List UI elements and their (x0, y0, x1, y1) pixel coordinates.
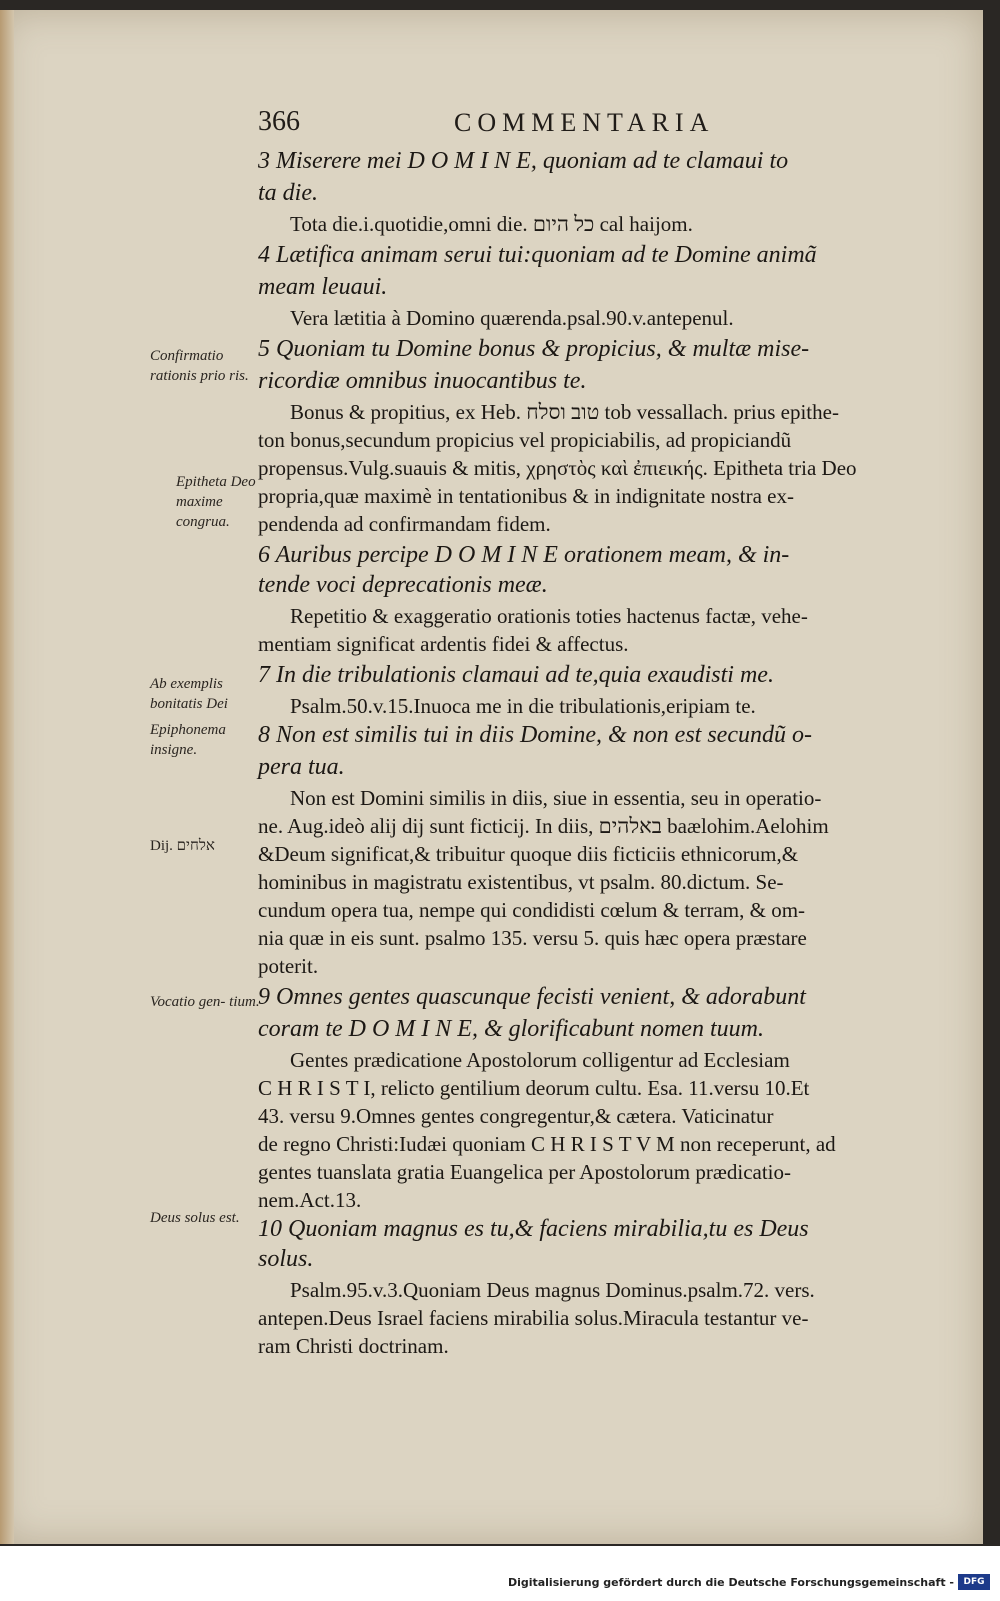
commentary-line: ram Christi doctrinam. (258, 1334, 449, 1358)
commentary-line: de regno Christi:Iudæi quoniam C H R I S T V M non receperunt, ad (258, 1132, 836, 1156)
page-edge (0, 10, 14, 1544)
footer-bar (0, 1546, 1000, 1601)
verse-line: tende voci deprecationis meæ. (258, 572, 548, 598)
commentary-line: Psalm.50.v.15.Inuoca me in die tribulationis,eripiam te. (290, 694, 756, 718)
verse-line: ta die. (258, 180, 318, 206)
commentary-line: Non est Domini similis in diis, siue in essentia, seu in operatio- (290, 786, 822, 810)
verse-line: 5 Quoniam tu Domine bonus & propicius, & multæ mise- (258, 336, 810, 362)
margin-note: Dij. אלחים (150, 838, 215, 854)
commentary-line: Bonus & propitius, ex Heb. טוב וסלח tob vessallach. prius epithe- (290, 400, 839, 424)
commentary-line: cundum opera tua, nempe qui condidisti cœlum & terram, & om- (258, 898, 806, 922)
commentary-line: hominibus in magistratu existentibus, vt psalm. 80.dictum. Se- (258, 870, 784, 894)
commentary-line: Tota die.i.quotidie,omni die. כל היום cal haijom. (290, 212, 693, 236)
verse-line: ricordiæ omnibus inuocantibus te. (258, 368, 587, 394)
page-number: 366 (258, 106, 300, 137)
footer-credit: Digitalisierung gefördert durch die Deutsche Forschungsgemeinschaft - (507, 1576, 954, 1589)
commentary-line: poterit. (258, 954, 319, 978)
margin-note: Epitheta Deo maxime congrua. (176, 474, 256, 530)
commentary-line: C H R I S T I, relicto gentilium deorum cultu. Esa. 11.versu 10.Et (258, 1076, 810, 1100)
verse-line: 8 Non est similis tui in diis Domine, & non est secundũ o- (258, 722, 812, 748)
verse-line: 6 Auribus percipe D O M I N E orationem meam, & in- (258, 542, 790, 568)
margin-note: Ab exemplis bonitatis Dei (150, 676, 228, 712)
commentary-line: antepen.Deus Israel faciens mirabilia solus.Miracula testantur ve- (258, 1306, 809, 1330)
verse-line: 9 Omnes gentes quascunque fecisti venient, & adorabunt (258, 984, 806, 1010)
verse-line: 3 Miserere mei D O M I N E, quoniam ad te clamaui to (258, 148, 789, 174)
commentary-line: Vera lætitia à Domino quærenda.psal.90.v.antepenul. (290, 306, 734, 330)
commentary-line: gentes tuanslata gratia Euangelica per Apostolorum prædicatio- (258, 1160, 791, 1184)
commentary-line: Gentes prædicatione Apostolorum colligentur ad Ecclesiam (290, 1048, 790, 1072)
margin-note: Deus solus est. (150, 1210, 240, 1226)
commentary-line: mentiam significat ardentis fidei & affectus. (258, 632, 629, 656)
commentary-line: Repetitio & exaggeratio orationis toties hactenus factæ, vehe- (290, 604, 808, 628)
commentary-line: &Deum significat,& tribuitur quoque diis ficticiis ethnicorum,& (258, 842, 799, 866)
commentary-line: 43. versu 9.Omnes gentes congregentur,& cætera. Vaticinatur (258, 1104, 774, 1128)
commentary-line: propensus.Vulg.suauis & mitis, χρηστὸς καὶ ἐπιεικής. Epitheta tria Deo (258, 456, 857, 480)
verse-line: meam leuaui. (258, 274, 388, 300)
verse-line: solus. (258, 1246, 314, 1272)
commentary-line: nem.Act.13. (258, 1188, 362, 1212)
margin-note: Vocatio gen- tium. (150, 994, 260, 1010)
dfg-logo-icon: DFG (958, 1574, 990, 1590)
verse-line: 10 Quoniam magnus es tu,& faciens mirabilia,tu es Deus (258, 1216, 809, 1242)
verse-line: pera tua. (258, 754, 345, 780)
page-header (258, 106, 818, 146)
verse-line: coram te D O M I N E, & glorificabunt nomen tuum. (258, 1016, 764, 1042)
margin-note: Epiphonema insigne. (150, 722, 226, 758)
commentary-line: pendenda ad confirmandam fidem. (258, 512, 551, 536)
commentary-line: ton bonus,secundum propicius vel propiciabilis, ad propiciandũ (258, 428, 792, 452)
commentary-line: Psalm.95.v.3.Quoniam Deus magnus Dominus.psalm.72. vers. (290, 1278, 815, 1302)
book-page (0, 10, 983, 1544)
commentary-line: propria,quæ maximè in tentationibus & in indignitate nostra ex- (258, 484, 794, 508)
commentary-line: ne. Aug.ideò alij dij sunt ficticij. In diis, באלהים baælohim.Aelohim (258, 814, 829, 838)
running-title: COMMENTARIA (454, 108, 715, 137)
verse-line: 4 Lætifica animam serui tui:quoniam ad te Domine animã (258, 242, 817, 268)
verse-line: 7 In die tribulationis clamaui ad te,quia exaudisti me. (258, 662, 774, 688)
margin-note: Confirmatio rationis prio ris. (150, 348, 249, 384)
commentary-line: nia quæ in eis sunt. psalmo 135. versu 5. quis hæc opera præstare (258, 926, 807, 950)
